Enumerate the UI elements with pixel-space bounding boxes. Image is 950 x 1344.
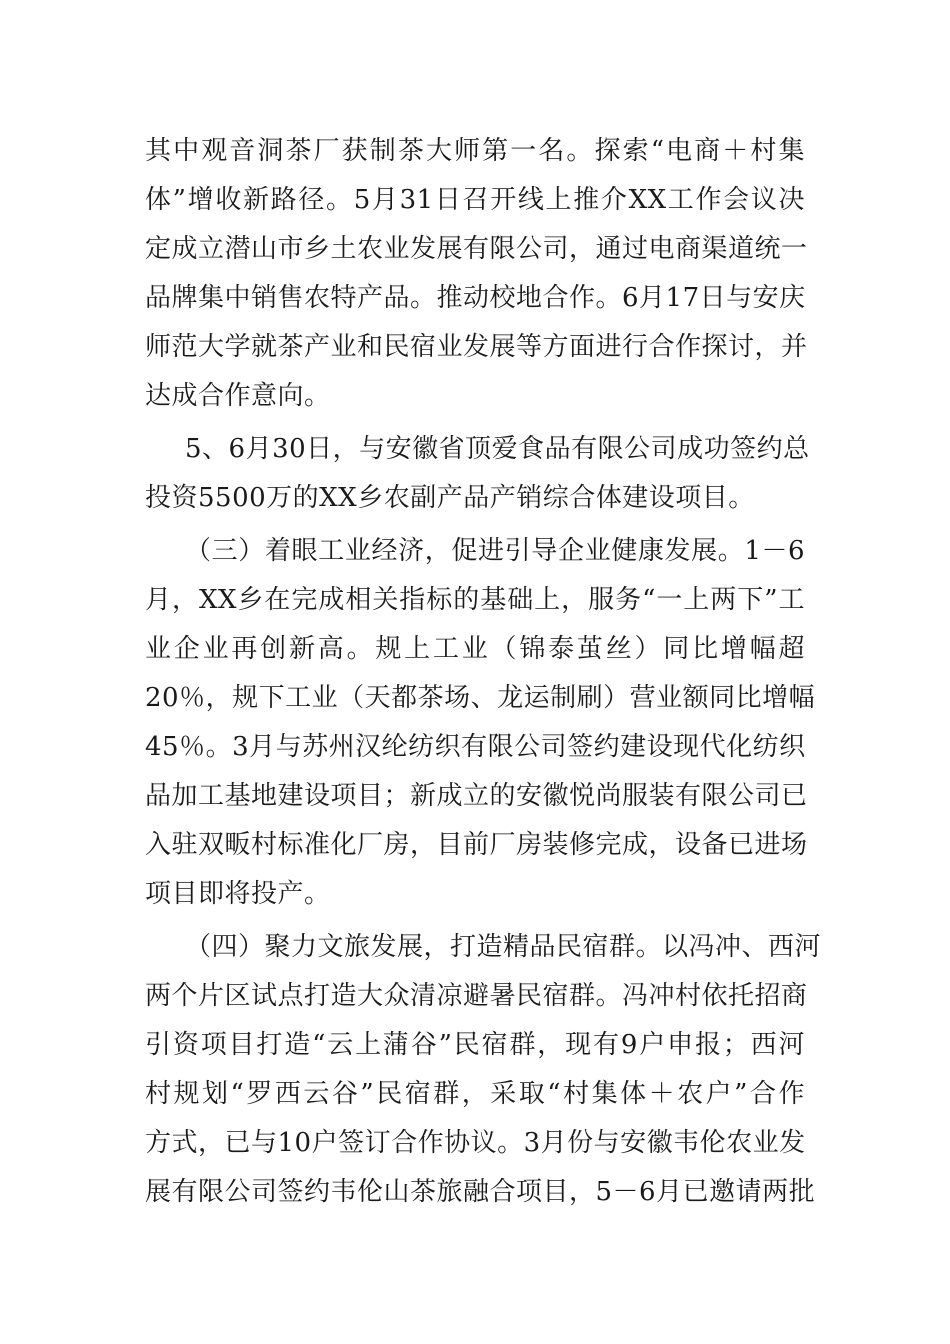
text-line: 引资项目打造“云上蒲谷”民宿群，现有9户申报；西河: [145, 1030, 805, 1060]
paragraph-2: [145, 425, 810, 474]
text-line: 投资5500万的XX乡农副产品产销综合体建设项目。: [145, 483, 755, 513]
paragraph-4-cont: [145, 972, 816, 1217]
text-line: 20％，规下工业（天都茶场、龙运制刷）营业额同比增幅: [145, 683, 816, 713]
text-line: 达成合作意向。: [145, 381, 331, 411]
text-line: 5、6月30日，与安徽省顶爱食品有限公司成功签约总: [185, 434, 810, 464]
paragraph-1: [145, 127, 808, 421]
paragraph-3: [145, 527, 805, 576]
text-line: 入驻双畈村标准化厂房，目前厂房装修完成，设备已进场: [145, 830, 808, 860]
text-line: 45％。3月与苏州汉纶纺织有限公司签约建设现代化纺织: [145, 732, 806, 762]
text-line: 品加工基地建设项目；新成立的安徽悦尚服装有限公司已: [145, 781, 808, 811]
text-line: （四）聚力文旅发展，打造精品民宿群。以冯冲、西河: [185, 932, 822, 962]
text-line: 月，XX乡在完成相关指标的基础上，服务“一上两下”工: [145, 585, 805, 615]
text-line: 展有限公司签约韦伦山茶旅融合项目，5－6月已邀请两批: [145, 1177, 816, 1207]
text-line: （三）着眼工业经济，促进引导企业健康发展。1－6: [185, 536, 805, 566]
text-line: 业企业再创新高。规上工业（锦泰茧丝）同比增幅超: [145, 634, 805, 664]
document-body: [145, 127, 822, 1217]
text-line: 方式，已与10户签订合作协议。3月份与安徽韦伦农业发: [145, 1128, 806, 1158]
text-line: 项目即将投产。: [145, 879, 331, 909]
paragraph-2-cont: [145, 474, 805, 523]
text-line: 其中观音洞茶厂获制茶大师第一名。探索“电商＋村集: [145, 136, 805, 166]
text-line: 品牌集中销售农特产品。推动校地合作。6月17日与安庆: [145, 283, 806, 313]
text-line: 村规划“罗西云谷”民宿群，采取“村集体＋农户”合作: [145, 1079, 805, 1109]
text-line: 两个片区试点打造大众清凉避暑民宿群。冯冲村依托招商: [145, 981, 808, 1011]
paragraph-3-cont: [145, 576, 816, 919]
text-line: 师范大学就茶产业和民宿业发展等方面进行合作探讨，并: [145, 332, 808, 362]
text-line: 体”增收新路径。5月31日召开线上推介XX工作会议决: [145, 185, 805, 215]
paragraph-4: [145, 923, 822, 972]
text-line: 定成立潜山市乡土农业发展有限公司，通过电商渠道统一: [145, 234, 808, 264]
